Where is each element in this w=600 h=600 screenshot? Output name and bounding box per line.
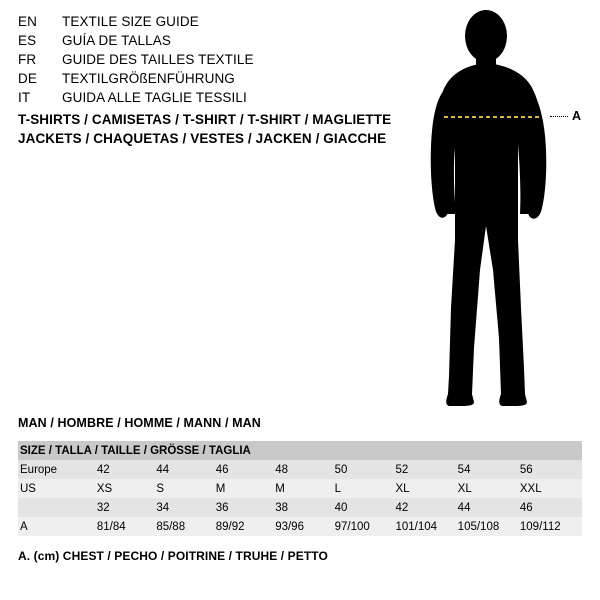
table-cell: 42 xyxy=(97,460,156,479)
row-label: Europe xyxy=(18,460,97,479)
category-tshirts: T-SHIRTS / CAMISETAS / T-SHIRT / T-SHIRT / MAGLIETTE xyxy=(18,112,392,127)
table-cell: M xyxy=(216,479,275,498)
table-cell: 36 xyxy=(216,498,275,517)
table-cell: 44 xyxy=(156,460,215,479)
language-row xyxy=(18,52,398,71)
table-cell: L xyxy=(335,479,396,498)
row-label: A xyxy=(18,517,97,536)
language-row xyxy=(18,14,398,33)
language-code: DE xyxy=(18,71,37,86)
table-cell: 56 xyxy=(520,460,582,479)
language-text: GUIDE DES TAILLES TEXTILE xyxy=(62,52,254,67)
table-cell: 101/104 xyxy=(395,517,457,536)
language-code: EN xyxy=(18,14,37,29)
table-header-row xyxy=(18,441,582,460)
language-code: ES xyxy=(18,33,37,48)
language-code: IT xyxy=(18,90,31,105)
table-cell: 50 xyxy=(335,460,396,479)
table-cell: M xyxy=(275,479,334,498)
language-code: FR xyxy=(18,52,37,67)
language-row xyxy=(18,33,398,52)
table-cell: 109/112 xyxy=(520,517,582,536)
language-list xyxy=(18,14,398,109)
table-row xyxy=(18,517,582,536)
language-row xyxy=(18,90,398,109)
silhouette-icon xyxy=(400,8,600,408)
row-label: US xyxy=(18,479,97,498)
table-cell: 38 xyxy=(275,498,334,517)
table-cell: 42 xyxy=(395,498,457,517)
table-cell: 54 xyxy=(458,460,520,479)
table-cell: 52 xyxy=(395,460,457,479)
size-table xyxy=(18,441,582,536)
table-cell: 40 xyxy=(335,498,396,517)
table-cell: 89/92 xyxy=(216,517,275,536)
table-cell: S xyxy=(156,479,215,498)
language-text: GUÍA DE TALLAS xyxy=(62,33,171,48)
table-cell: 44 xyxy=(458,498,520,517)
table-cell: 85/88 xyxy=(156,517,215,536)
table-cell: 46 xyxy=(520,498,582,517)
table-row xyxy=(18,498,582,517)
table-cell: XS xyxy=(97,479,156,498)
table-title: MAN / HOMBRE / HOMME / MANN / MAN xyxy=(18,416,261,430)
measure-leader-line xyxy=(550,116,568,117)
male-silhouette-figure xyxy=(400,8,600,408)
table-cell: XL xyxy=(395,479,457,498)
language-text: TEXTILE SIZE GUIDE xyxy=(62,14,199,29)
table-cell: XXL xyxy=(520,479,582,498)
table-cell: 97/100 xyxy=(335,517,396,536)
language-row xyxy=(18,71,398,90)
category-headings xyxy=(18,110,438,148)
table-row xyxy=(18,479,582,498)
language-text: GUIDA ALLE TAGLIE TESSILI xyxy=(62,90,247,105)
table-cell: 46 xyxy=(216,460,275,479)
measure-label-a: A xyxy=(572,109,582,123)
language-text: TEXTILGRÖßENFÜHRUNG xyxy=(62,71,235,86)
table-row xyxy=(18,460,582,479)
category-jackets: JACKETS / CHAQUETAS / VESTES / JACKEN / GIACCHE xyxy=(18,131,387,146)
table-footnote: A. (cm) CHEST / PECHO / POITRINE / TRUHE / PETTO xyxy=(18,549,328,563)
table-cell: 81/84 xyxy=(97,517,156,536)
table-header-label: SIZE / TALLA / TAILLE / GRÖSSE / TAGLIA xyxy=(18,441,582,460)
table-cell: 105/108 xyxy=(458,517,520,536)
table-cell: 93/96 xyxy=(275,517,334,536)
table-cell: 34 xyxy=(156,498,215,517)
row-label xyxy=(18,498,97,517)
table-cell: 32 xyxy=(97,498,156,517)
table-cell: XL xyxy=(458,479,520,498)
table-cell: 48 xyxy=(275,460,334,479)
